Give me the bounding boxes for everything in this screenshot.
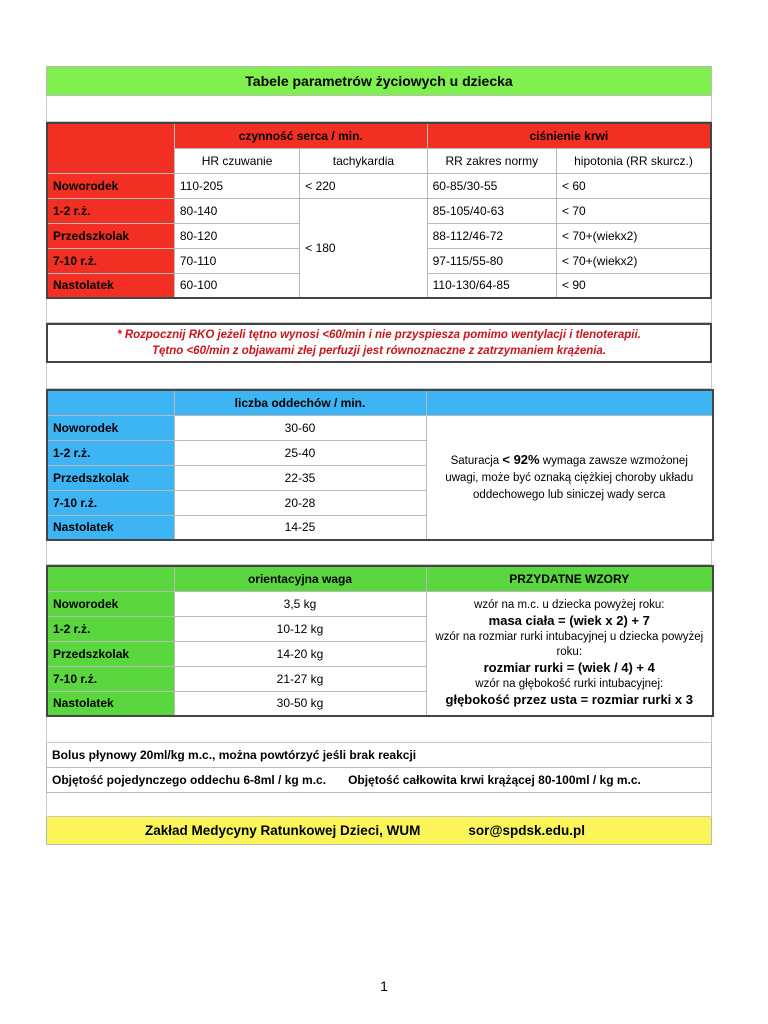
corner-cell xyxy=(47,123,174,173)
hypo-value: < 60 xyxy=(556,173,711,198)
weight-value: 21-27 kg xyxy=(174,666,426,691)
saturation-note xyxy=(426,415,713,540)
age-label: 1-2 r.ż. xyxy=(47,616,174,641)
formula-line: wzór na rozmiar rurki intubacyjnej u dziecka powyżej roku: xyxy=(435,630,704,658)
breath-value: 25-40 xyxy=(174,440,426,465)
age-label: Nastolatek xyxy=(47,273,174,298)
age-label: 1-2 r.ż. xyxy=(47,198,174,223)
heart-rate-table xyxy=(46,122,712,299)
breathing-rate-header: liczba oddechów / min. xyxy=(174,390,426,415)
breathing-rate-table xyxy=(46,389,714,541)
footer-email[interactable]: sor@spdsk.edu.pl xyxy=(468,823,586,838)
bp-value: 60-85/30-55 xyxy=(427,173,556,198)
formulas-header: PRZYDATNE WZORY xyxy=(426,566,713,591)
blood-pressure-header: ciśnienie krwi xyxy=(427,123,711,148)
footer-bar xyxy=(46,817,712,845)
age-label: Noworodek xyxy=(47,173,174,198)
tidal-volume: Objętość pojedynczego oddechu 6-8ml / kg m.c. xyxy=(52,773,327,787)
weight-value: 10-12 kg xyxy=(174,616,426,641)
footer-org: Zakład Medycyny Ratunkowej Dzieci, WUM xyxy=(145,823,421,838)
bp-value: 110-130/64-85 xyxy=(427,273,556,298)
weight-header: orientacyjna waga xyxy=(174,566,426,591)
vital-signs-sheet xyxy=(46,66,712,845)
saturation-post: wymaga zawsze wzmożonej uwagi, może być oznaką ciężkiej choroby układu oddechowego lub siniczej wady serca xyxy=(445,454,694,501)
bp-normal-header: RR zakres normy xyxy=(427,148,556,173)
cpr-note xyxy=(46,323,712,363)
breath-value: 20-28 xyxy=(174,490,426,515)
spacer-row xyxy=(46,299,712,323)
saturation-threshold: < 92% xyxy=(502,451,540,467)
tachy-merged-value: < 180 xyxy=(300,198,427,298)
age-label: 1-2 r.ż. xyxy=(47,440,174,465)
spacer-row xyxy=(46,363,712,389)
heart-rate-header: czynność serca / min. xyxy=(174,123,427,148)
spacer-row xyxy=(46,717,712,743)
cpr-note-line2: Tętno <60/min z objawami złej perfuzji jest równoznaczne z zatrzymaniem krążenia. xyxy=(151,345,607,357)
hypo-value: < 70+(wiekx2) xyxy=(556,223,711,248)
weight-value: 3,5 kg xyxy=(174,591,426,616)
age-label: Noworodek xyxy=(47,415,174,440)
table-row xyxy=(47,198,711,223)
tachy-value: < 220 xyxy=(300,173,427,198)
hypo-value: < 70 xyxy=(556,198,711,223)
saturation-header xyxy=(426,390,713,415)
age-label: Noworodek xyxy=(47,591,174,616)
table-row xyxy=(47,591,713,616)
spacer-row xyxy=(46,793,712,817)
age-label: 7-10 r.ż. xyxy=(47,248,174,273)
hr-value: 80-120 xyxy=(174,223,299,248)
age-label: Przedszkolak xyxy=(47,465,174,490)
age-label: 7-10 r.ż. xyxy=(47,490,174,515)
formula-line: rozmiar rurki = (wiek / 4) + 4 xyxy=(483,659,655,675)
breath-value: 30-60 xyxy=(174,415,426,440)
cpr-note-line1: * Rozpocznij RKO jeżeli tętno wynosi <60/min i nie przyspiesza pomimo wentylacji i tlenoterapii. xyxy=(117,329,641,341)
corner-cell xyxy=(47,566,174,591)
formula-line: głębokość przez usta = rozmiar rurki x 3 xyxy=(445,691,693,707)
formula-line: wzór na m.c. u dziecka powyżej roku: xyxy=(474,598,665,611)
weight-value: 30-50 kg xyxy=(174,691,426,716)
bp-value: 97-115/55-80 xyxy=(427,248,556,273)
hr-value: 60-100 xyxy=(174,273,299,298)
hr-value: 70-110 xyxy=(174,248,299,273)
weight-table xyxy=(46,565,714,717)
blood-volume: Objętość całkowita krwi krążącej 80-100ml / kg m.c. xyxy=(348,773,641,787)
formulas-cell xyxy=(426,591,713,716)
age-label: Nastolatek xyxy=(47,691,174,716)
age-label: Nastolatek xyxy=(47,515,174,540)
formula-line: masa ciała = (wiek x 2) + 7 xyxy=(488,612,650,628)
table-row xyxy=(47,415,713,440)
weight-value: 14-20 kg xyxy=(174,641,426,666)
age-label: 7-10 r.ż. xyxy=(47,666,174,691)
age-label: Przedszkolak xyxy=(47,641,174,666)
tachycardia-header: tachykardia xyxy=(300,148,427,173)
spacer-row xyxy=(46,541,712,565)
corner-cell xyxy=(47,390,174,415)
hypo-value: < 90 xyxy=(556,273,711,298)
age-label: Przedszkolak xyxy=(47,223,174,248)
page-number: 1 xyxy=(380,978,388,994)
table-row xyxy=(47,173,711,198)
formula-line: wzór na głębokość rurki intubacyjnej: xyxy=(475,677,664,690)
hypotension-header: hipotonia (RR skurcz.) xyxy=(556,148,711,173)
bp-value: 88-112/46-72 xyxy=(427,223,556,248)
bolus-row: Bolus płynowy 20ml/kg m.c., można powtórzyć jeśli brak reakcji xyxy=(46,743,712,768)
hr-awake-header: HR czuwanie xyxy=(174,148,299,173)
breath-value: 22-35 xyxy=(174,465,426,490)
hypo-value: < 70+(wiekx2) xyxy=(556,248,711,273)
bp-value: 85-105/40-63 xyxy=(427,198,556,223)
hr-value: 110-205 xyxy=(174,173,299,198)
hr-value: 80-140 xyxy=(174,198,299,223)
breath-value: 14-25 xyxy=(174,515,426,540)
volumes-row xyxy=(46,768,712,793)
saturation-pre: Saturacja xyxy=(450,454,503,467)
spacer-row xyxy=(46,96,712,122)
page-title: Tabele parametrów życiowych u dziecka xyxy=(46,66,712,96)
